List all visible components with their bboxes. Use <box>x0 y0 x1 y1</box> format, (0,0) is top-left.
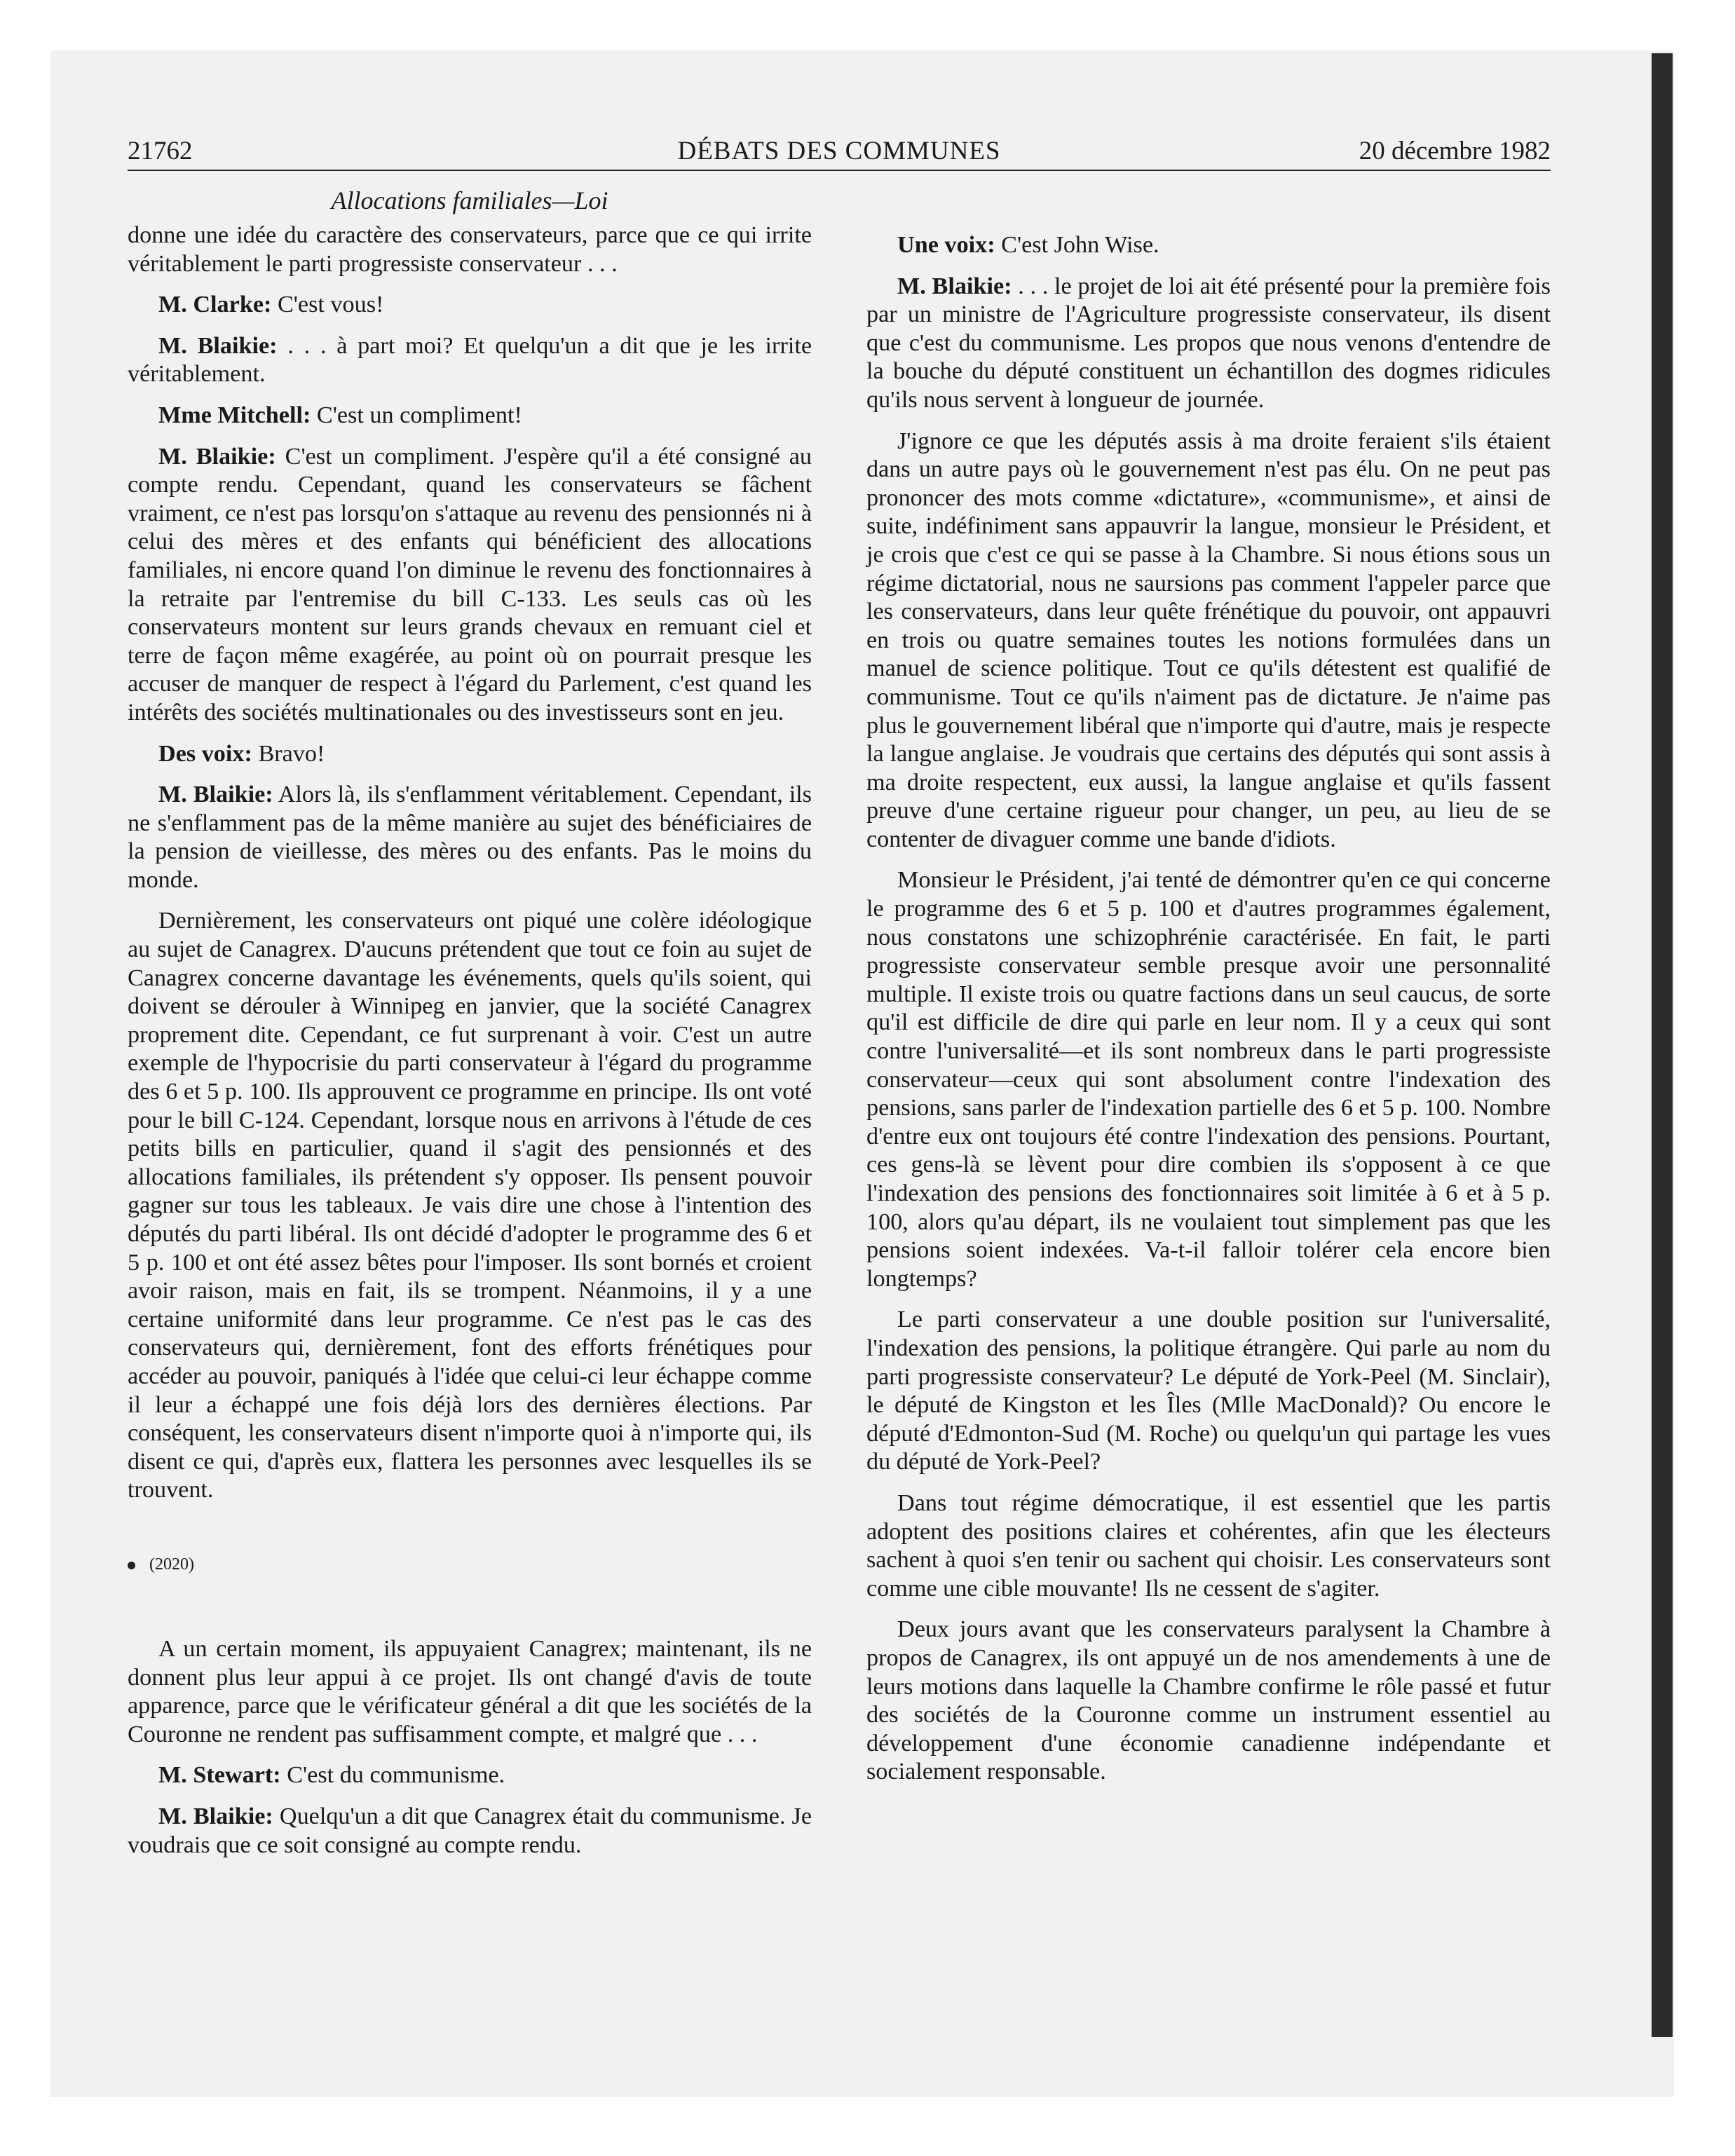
paragraph-text: Quelqu'un a dit que Canagrex était du communisme. Je voudrais que ce soit consigné au compte rendu. <box>128 1803 812 1858</box>
speaker-name: M. Blaikie: <box>897 273 1012 299</box>
paragraph-text: C'est un compliment! <box>316 402 522 428</box>
paragraph <box>128 1803 812 1860</box>
scan-edge-bar <box>1652 53 1673 2037</box>
paragraph-text: Le parti conservateur a une double position sur l'universalité, l'indexation des pensions, la politique étrangère. Qui parle au nom du parti progressiste conservateur? Le député de York-Peel (M. Sinclair), le député de Kingston et les Îles (Mlle MacDonald)? Ou encore le député d'Edmonton-Sud (M. Roche) ou quelqu'un qui partage les vues du député de York-Peel? <box>866 1306 1551 1475</box>
paragraph <box>128 1635 812 1749</box>
paragraph <box>128 740 812 769</box>
paragraph <box>128 402 812 430</box>
running-head: Allocations familiales—Loi <box>331 186 608 214</box>
paragraph <box>866 428 1551 854</box>
page-number: 21762 <box>128 137 193 165</box>
paragraph <box>128 291 812 320</box>
paragraph <box>128 332 812 389</box>
paragraph-text: Dernièrement, les conservateurs ont piqué une colère idéologique au sujet de Canagrex. D'aucuns prétendent que tout ce foin au sujet de Canagrex concerne davantage les événements, quels qu'ils soient, qui doivent se dérouler à Winnipeg en janvier, que la société Canagrex proprement dite. Cependant, ce fut surprenant à voir. C'est un autre exemple de l'hypocrisie du parti conservateur à l'égard du programme des 6 et 5 p. 100. Ils approuvent ce programme en principe. Ils ont voté pour le bill C-124. Cependant, lorsque nous en arrivons à l'étude de ces petits bills en particulier, quand il s'agit des pensionnés et des allocations familiales, ils prétendent s'y opposer. Ils pensent pouvoir gagner sur tous les tableaux. Je vais dire une chose à l'intention des députés du parti libéral. Ils ont décidé d'adopter le programme des 6 et 5 p. 100 et ont été assez bêtes pour l'imposer. Ils sont bornés et croient avoir raison, mais en fait, ils se trompent. Néanmoins, il y a une certaine uniformité dans leur programme. Ce n'est pas le cas des conservateurs qui, dernièrement, font des efforts frénétiques pour accéder au pouvoir, paniqués à l'idée que celui-ci leur échappe comme il leur a échappé une fois déjà lors des dernières élections. Par conséquent, les conservateurs disent n'importe quoi à n'importe qui, ils disent ce qui, d'après eux, flattera les personnes avec lesquelles ils se trouvent. <box>128 908 812 1503</box>
speaker-name: M. Clarke: <box>158 292 272 318</box>
paragraph-text: Deux jours avant que les conservateurs paralysent la Chambre à propos de Canagrex, ils ont appuyé un de nos amendements à une de leurs motions dans laquelle la Chambre confirme le rôle passé et futur des sociétés de la Couronne comme un instrument essentiel au développement d'une économie canadienne indépendante et socialement responsable. <box>866 1616 1551 1785</box>
paragraph-text: C'est John Wise. <box>1001 232 1159 258</box>
paragraph-text: donne une idée du caractère des conservateurs, parce que ce qui irrite véritablement le parti progressiste conservateur . . . <box>128 222 812 277</box>
speaker-name: Des voix: <box>158 740 252 767</box>
paragraph-text: Alors là, ils s'enflamment véritablement. Cependant, ils ne s'enflamment pas de la même manière au sujet des bénéficiaires de la pension de vieillesse, des mères ou des enfants. Pas le moins du monde. <box>128 782 812 893</box>
paragraph <box>866 273 1551 415</box>
publication-title: DÉBATS DES COMMUNES <box>677 137 1001 165</box>
speaker-name: M. Blaikie: <box>158 782 273 808</box>
paragraph-text: J'ignore ce que les députés assis à ma droite feraient s'ils étaient dans un autre pays où le gouvernement n'est pas élu. On ne peut pas prononcer des mots comme «dictature», «communisme», et ainsi de suite, indéfiniment sans appauvrir la langue, monsieur le Président, et je crois que c'est ce qui se passe à la Chambre. Si nous étions sous un régime dictatorial, nous ne saursions pas comment l'appeler parce que les conservateurs, dans leur quête frénétique du pouvoir, ont appauvri en trois ou quatre semaines toutes les notions formulées dans un manuel de science politique. Tout ce qu'ils détestent est qualifié de communisme. Tout ce qu'ils n'aiment pas de dictature. Je n'aime pas plus le gouvernement libéral que n'importe qui d'autre, mais je respecte la langue anglaise. Je voudrais que certains des députés qui sont assis à ma droite respectent, eux aussi, la langue anglaise et qu'ils fassent preuve d'une certaine rigueur pour changer, un peu, au lieu de se contenter de divaguer comme une bande d'idiots. <box>866 428 1551 852</box>
paragraph-text: C'est vous! <box>277 292 384 318</box>
speaker-name: M. Blaikie: <box>158 332 278 359</box>
paragraph <box>128 907 812 1504</box>
paragraph <box>866 866 1551 1293</box>
publication-date: 20 décembre 1982 <box>1359 137 1551 165</box>
paragraph-text: C'est du communisme. <box>287 1762 505 1789</box>
paragraph <box>128 443 812 728</box>
speaker-name: M. Blaikie: <box>158 443 276 470</box>
left-column <box>128 184 812 1872</box>
paragraph-text: Monsieur le Président, j'ai tenté de démontrer qu'en ce qui concerne le programme des 6 et 5 p. 100 et d'autres programmes également, nous constatons une schizophrénie caractérisée. En fait, le parti progressiste conservateur semble presque avoir une personnalité multiple. Il existe trois ou quatre factions dans un seul caucus, de sorte qu'il est difficile de dire qui parle en leur nom. Il y a ceux qui sont contre l'universalité—et ils sont nombreux dans le parti progressiste conservateur—ceux qui sont absolument contre l'indexation des pensions, sans parler de l'indexation partielle des 6 et 5 p. 100. Nombre d'entre eux ont toujours été contre l'indexation des pensions. Pourtant, ces gens-là se lèvent pour dire combien ils s'opposent à ce que l'indexation des pensions des fonctionnaires soit limitée à 6 et à 5 p. 100, alors qu'au départ, ils ne voulaient tout simplement pas que les pensions soient indexées. Va-t-il falloir tolérer cela encore bien longtemps? <box>866 867 1551 1292</box>
time-marker <box>128 1554 812 1575</box>
paragraph <box>866 1489 1551 1603</box>
speaker-name: M. Blaikie: <box>158 1803 273 1829</box>
paragraph <box>128 781 812 894</box>
paragraph-text: C'est un compliment. J'espère qu'il a été consigné au compte rendu. Cependant, quand les conservateurs se fâchent vraiment, ce n'est pas lorsqu'on s'attaque au revenu des pensionnés ni à celui des mères et des enfants qui bénéficient des allocations familiales, ni encore quand l'on diminue le revenu des fonctionnaires à la retraite par l'entremise du bill C-133. Les seuls cas où les conservateurs montent sur leurs grands chevaux en remuant ciel et terre de façon même exagérée, au point où on pourrait presque les accuser de manquer de respect à l'égard du Parlement, c'est quand les intérêts des sociétés multinationales ou des investisseurs sont en jeu. <box>128 443 812 725</box>
paragraph-text: Bravo! <box>258 740 325 767</box>
time-marker-text: (2020) <box>149 1555 194 1574</box>
speaker-name: M. Stewart: <box>158 1762 281 1789</box>
speaker-name: Mme Mitchell: <box>158 402 311 428</box>
paragraph <box>866 1616 1551 1787</box>
speaker-name: Une voix: <box>897 232 995 258</box>
paragraph <box>128 1761 812 1790</box>
paragraph-text: Dans tout régime démocratique, il est essentiel que les partis adoptent des positions claires et cohérentes, afin que les électeurs sachent à quoi s'en tenir ou sachent qui choisir. Les conservateurs sont comme une cible mouvante! Ils ne cessent de s'agiter. <box>866 1489 1551 1602</box>
paragraph <box>128 221 812 278</box>
paragraph-text: A un certain moment, ils appuyaient Canagrex; maintenant, ils ne donnent plus leur appui à ce projet. Ils ont changé d'avis de toute apparence, parce que le vérificateur général a dit que les sociétés de la Couronne ne rendent pas suffisamment compte, et malgré que . . . <box>128 1635 812 1747</box>
bullet-icon <box>128 1562 135 1569</box>
page-header <box>128 133 1551 171</box>
paragraph <box>866 1306 1551 1477</box>
paragraph-text: . . . à part moi? Et quelqu'un a dit que je les irrite véritablement. <box>128 332 812 388</box>
paragraph-text: . . . le projet de loi ait été présenté pour la première fois par un ministre de l'Agriculture progressiste conservateur, ils disent que c'est du communisme. Les propos que nous venons d'entendre de la bouche du député constituent un échantillon des dogmes ridicules qu'ils nous servent à longueur de journée. <box>866 273 1551 413</box>
paragraph <box>866 231 1551 260</box>
right-column <box>866 231 1551 1799</box>
